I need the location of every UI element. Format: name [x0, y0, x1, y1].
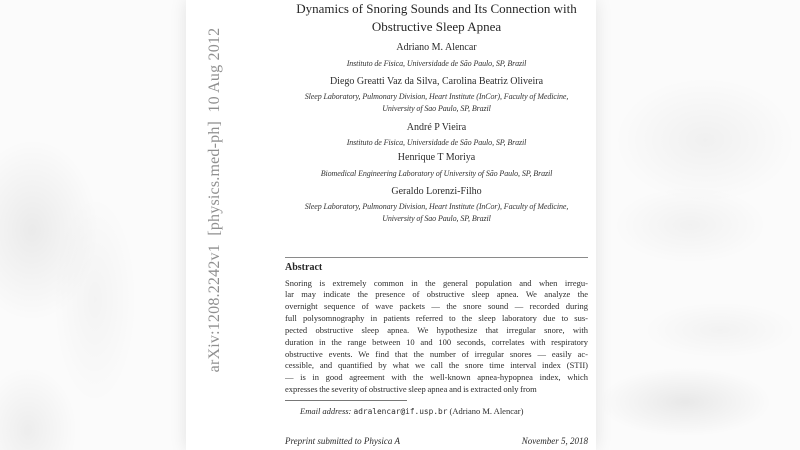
- abstract-line: duration in the range between 10 and 100 seconds, correlates with respiratory: [285, 336, 588, 347]
- abstract-line: Snoring is extremely common in the general population and when irregu-: [285, 277, 588, 288]
- author-name-1: Adriano M. Alencar: [396, 42, 477, 53]
- abstract-paragraph: [285, 278, 588, 396]
- paper-title-line-2: Obstructive Sleep Apnea: [371, 18, 502, 34]
- author-affiliation-3: Instituto de Fisica, Universidade de São Paulo, SP, Brazil: [346, 138, 527, 147]
- author-name-5: Geraldo Lorenzi-Filho: [391, 185, 482, 197]
- author-name-4: Henrique T Moriya: [397, 152, 476, 163]
- paper-page: [186, 0, 596, 450]
- abstract-divider-rule: [285, 257, 588, 258]
- paper-title-line-1: Dynamics of Snoring Sounds and Its Connection with: [296, 1, 577, 16]
- footnote-email-line: [300, 406, 590, 416]
- footnote-rule: [285, 400, 407, 401]
- footer-date: November 5, 2018: [521, 435, 588, 446]
- author-name-3: André P Vieira: [406, 122, 467, 133]
- abstract-line: pected obstructive sleep apnea. We hypothesize that irregular snore, with: [285, 324, 588, 335]
- abstract-line: obstructive events. We find that the number of irregular snores — easily ac-: [285, 348, 588, 359]
- abstract-line: full polysomnography in patients referred to the sleep laboratory due to sus-: [285, 313, 588, 324]
- abstract-line: expresses the severity of obstructive sleep apnea and is extracted only from: [285, 384, 537, 395]
- abstract-line: lar may indicate the presence of obstructive sleep apnea. We analyze the: [285, 289, 588, 300]
- author-affiliation-4: Biomedical Engineering Laboratory of University of São Paulo, SP, Brazil: [320, 168, 553, 178]
- author-affiliation-2-line-1: Sleep Laboratory, Pulmonary Division, Heart Institute (InCor), Faculty of Medicine,: [304, 92, 569, 101]
- author-affiliation-5-line-2: University of Sao Paulo, SP, Brazil: [382, 213, 491, 223]
- abstract-heading: Abstract: [285, 261, 323, 273]
- author-affiliation-2-line-2: University of Sao Paulo, SP, Brazil: [382, 103, 491, 113]
- author-affiliation-1: Instituto de Fisica, Universidade de São Paulo, SP, Brazil: [346, 59, 527, 68]
- email-address: adralencar@if.usp.br: [353, 407, 448, 416]
- footer-preprint-note: Preprint submitted to Physica A: [285, 435, 400, 446]
- abstract-line: cessible, and quantified by what we call the snore time interval index (STII): [285, 360, 588, 371]
- author-name-2: Diego Greatti Vaz da Silva, Carolina Beatriz Oliveira: [329, 75, 544, 87]
- email-suffix: (Adriano M. Alencar): [449, 406, 524, 416]
- abstract-line: overnight sequence of wave packets — the snore sound — recorded during: [285, 301, 588, 312]
- email-label: Email address:: [300, 406, 352, 416]
- arxiv-watermark: arXiv:1208.2242v1 [physics.med-ph] 10 Aug 2012: [206, 27, 223, 373]
- author-affiliation-5-line-1: Sleep Laboratory, Pulmonary Division, Heart Institute (InCor), Faculty of Medicine,: [304, 202, 569, 211]
- abstract-line: — is in good agreement with the well-known apnea-hypopnea index, which: [285, 372, 588, 383]
